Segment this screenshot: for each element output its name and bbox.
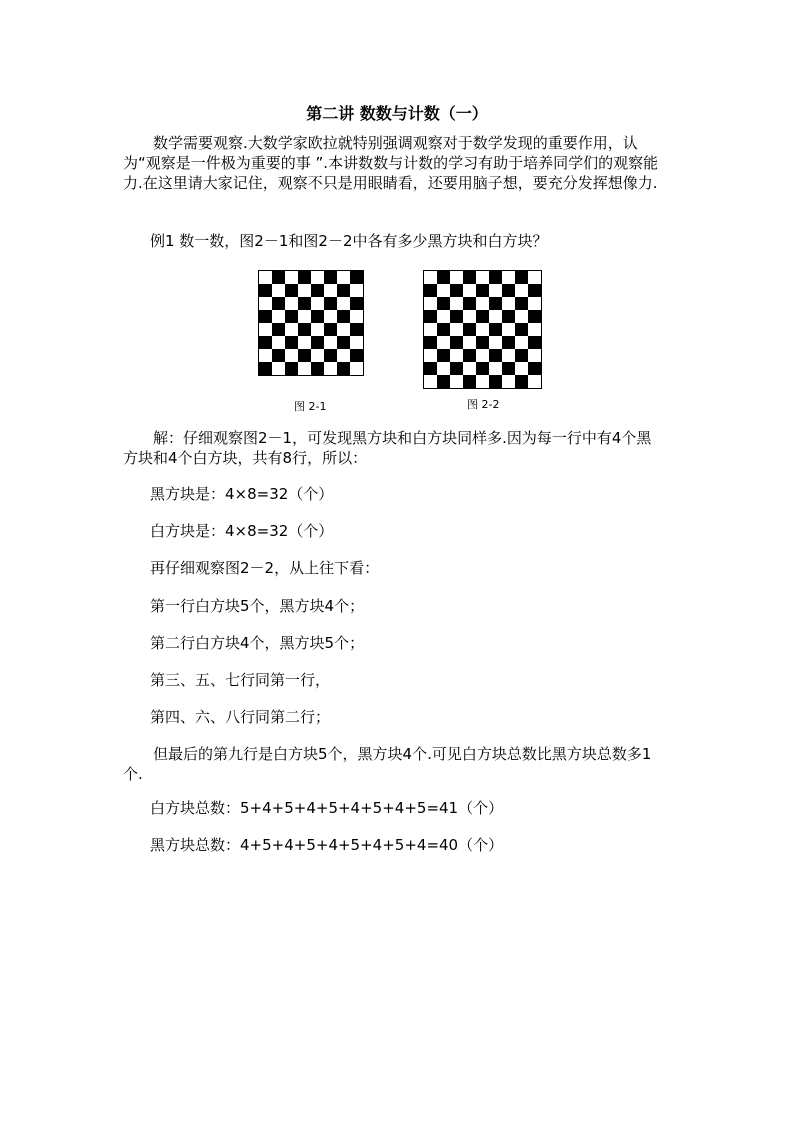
white-square [476, 271, 489, 284]
white-square [324, 336, 337, 349]
black-square [424, 284, 437, 297]
white-square [424, 375, 437, 388]
black-square [437, 375, 450, 388]
white-square [476, 349, 489, 362]
black-square [298, 271, 311, 284]
white-square [515, 362, 528, 375]
white-square [528, 349, 541, 362]
white-square [337, 323, 350, 336]
example-question: 例1 数一数，图2－1和图2－2中各有多少黑方块和白方块？ [150, 232, 548, 250]
white-square [259, 271, 272, 284]
black-square [324, 349, 337, 362]
black-square [515, 297, 528, 310]
conclusion-paragraph: 但最后的第九行是白方块5个，黑方块4个.可见白方块总数比黑方块总数多1个. [123, 745, 652, 783]
black-square [515, 375, 528, 388]
white-square [424, 297, 437, 310]
white-square [476, 297, 489, 310]
white-square [350, 362, 363, 375]
black-square [285, 336, 298, 349]
black-square [350, 297, 363, 310]
black-square [324, 271, 337, 284]
black-square [298, 349, 311, 362]
white-square [489, 336, 502, 349]
solution-paragraph: 解：仔细观察图2－1，可发现黑方块和白方块同样多.因为每一行中有4个黑方块和4个白方块，共有8行，所以： [123, 429, 652, 467]
black-square [259, 310, 272, 323]
black-square [285, 362, 298, 375]
white-square [272, 284, 285, 297]
white-square [337, 349, 350, 362]
white-square [502, 349, 515, 362]
black-square [489, 297, 502, 310]
white-total-line: 白方块总数：5+4+5+4+5+4+5+4+5=41（个） [150, 799, 504, 817]
black-square [437, 349, 450, 362]
black-square [298, 297, 311, 310]
white-square [528, 375, 541, 388]
black-square [350, 271, 363, 284]
white-square [272, 336, 285, 349]
figure-2-2-caption: 图 2-2 [467, 398, 500, 411]
white-square [450, 271, 463, 284]
black-square [259, 284, 272, 297]
black-square [350, 323, 363, 336]
black-square [272, 349, 285, 362]
black-square [259, 362, 272, 375]
white-square [298, 310, 311, 323]
white-square [311, 323, 324, 336]
white-square [324, 362, 337, 375]
white-square [272, 362, 285, 375]
black-square [489, 375, 502, 388]
black-square [272, 271, 285, 284]
observe-figure-line: 再仔细观察图2－2，从上往下看： [150, 559, 380, 577]
black-square [324, 323, 337, 336]
white-square [463, 362, 476, 375]
black-square [502, 284, 515, 297]
white-square [450, 297, 463, 310]
white-square [311, 297, 324, 310]
black-square [424, 310, 437, 323]
white-square [502, 297, 515, 310]
white-square [298, 284, 311, 297]
black-square [311, 284, 324, 297]
black-square [528, 336, 541, 349]
black-square [437, 271, 450, 284]
white-square [463, 284, 476, 297]
black-square [272, 323, 285, 336]
black-count-line: 黑方块是：4×8=32（个） [150, 485, 334, 503]
white-square [450, 323, 463, 336]
black-square [489, 323, 502, 336]
white-square [285, 349, 298, 362]
white-square [311, 271, 324, 284]
white-square [489, 310, 502, 323]
white-square [528, 323, 541, 336]
black-square [450, 284, 463, 297]
intro-paragraph: 数学需要观察.大数学家欧拉就特别强调观察对于数学发现的重要作用，认为“观察是一件极为重要的事 ”.本讲数数与计数的学习有助于培养同学们的观察能力.在这里请大家记住，观察不只是用眼睛看，还要用脑子想，要充分发挥想像力. [123, 134, 659, 192]
black-square [502, 336, 515, 349]
black-square [311, 362, 324, 375]
white-square [450, 349, 463, 362]
black-square [450, 310, 463, 323]
white-square [285, 271, 298, 284]
black-square [437, 323, 450, 336]
white-square [259, 297, 272, 310]
black-total-line: 黑方块总数：4+5+4+5+4+5+4+5+4=40（个） [150, 836, 504, 854]
black-square [463, 375, 476, 388]
white-square [272, 310, 285, 323]
white-square [489, 284, 502, 297]
black-square [311, 310, 324, 323]
white-square [350, 284, 363, 297]
black-square [450, 336, 463, 349]
black-square [476, 284, 489, 297]
white-square [437, 310, 450, 323]
white-square [515, 310, 528, 323]
black-square [463, 297, 476, 310]
white-square [502, 323, 515, 336]
black-square [515, 349, 528, 362]
white-count-line: 白方块是：4×8=32（个） [150, 522, 334, 540]
white-square [515, 336, 528, 349]
white-square [463, 310, 476, 323]
white-square [324, 284, 337, 297]
white-square [298, 362, 311, 375]
black-square [528, 362, 541, 375]
white-square [489, 362, 502, 375]
white-square [437, 362, 450, 375]
black-square [437, 297, 450, 310]
white-square [502, 271, 515, 284]
black-square [515, 271, 528, 284]
white-square [463, 336, 476, 349]
figure-2-1-caption: 图 2-1 [294, 400, 327, 413]
white-square [285, 323, 298, 336]
white-square [337, 271, 350, 284]
white-square [437, 284, 450, 297]
black-square [337, 336, 350, 349]
white-square [337, 297, 350, 310]
white-square [424, 349, 437, 362]
white-square [476, 375, 489, 388]
odd-rows-line: 第三、五、七行同第一行， [150, 671, 331, 689]
row-one-line: 第一行白方块5个，黑方块4个； [150, 597, 365, 615]
page-title: 第二讲 数数与计数（一） [306, 104, 488, 123]
black-square [324, 297, 337, 310]
white-square [259, 323, 272, 336]
black-square [337, 362, 350, 375]
white-square [528, 297, 541, 310]
black-square [489, 271, 502, 284]
black-square [463, 323, 476, 336]
black-square [311, 336, 324, 349]
black-square [259, 336, 272, 349]
white-square [515, 284, 528, 297]
white-square [350, 336, 363, 349]
black-square [502, 362, 515, 375]
black-square [450, 362, 463, 375]
black-square [463, 349, 476, 362]
black-square [528, 284, 541, 297]
even-rows-line: 第四、六、八行同第二行； [150, 708, 331, 726]
black-square [298, 323, 311, 336]
white-square [350, 310, 363, 323]
black-square [285, 310, 298, 323]
black-square [476, 362, 489, 375]
black-square [476, 336, 489, 349]
checkerboard-figure-2-1 [258, 270, 364, 376]
checkerboard-figure-2-2 [423, 270, 542, 389]
white-square [285, 297, 298, 310]
black-square [424, 362, 437, 375]
black-square [463, 271, 476, 284]
white-square [324, 310, 337, 323]
black-square [337, 310, 350, 323]
black-square [272, 297, 285, 310]
white-square [311, 349, 324, 362]
black-square [337, 284, 350, 297]
white-square [424, 271, 437, 284]
black-square [502, 310, 515, 323]
white-square [424, 323, 437, 336]
row-two-line: 第二行白方块4个，黑方块5个； [150, 634, 365, 652]
white-square [259, 349, 272, 362]
white-square [437, 336, 450, 349]
black-square [489, 349, 502, 362]
white-square [450, 375, 463, 388]
black-square [424, 336, 437, 349]
black-square [528, 310, 541, 323]
white-square [528, 271, 541, 284]
black-square [476, 310, 489, 323]
black-square [350, 349, 363, 362]
black-square [285, 284, 298, 297]
white-square [298, 336, 311, 349]
white-square [502, 375, 515, 388]
white-square [476, 323, 489, 336]
black-square [515, 323, 528, 336]
